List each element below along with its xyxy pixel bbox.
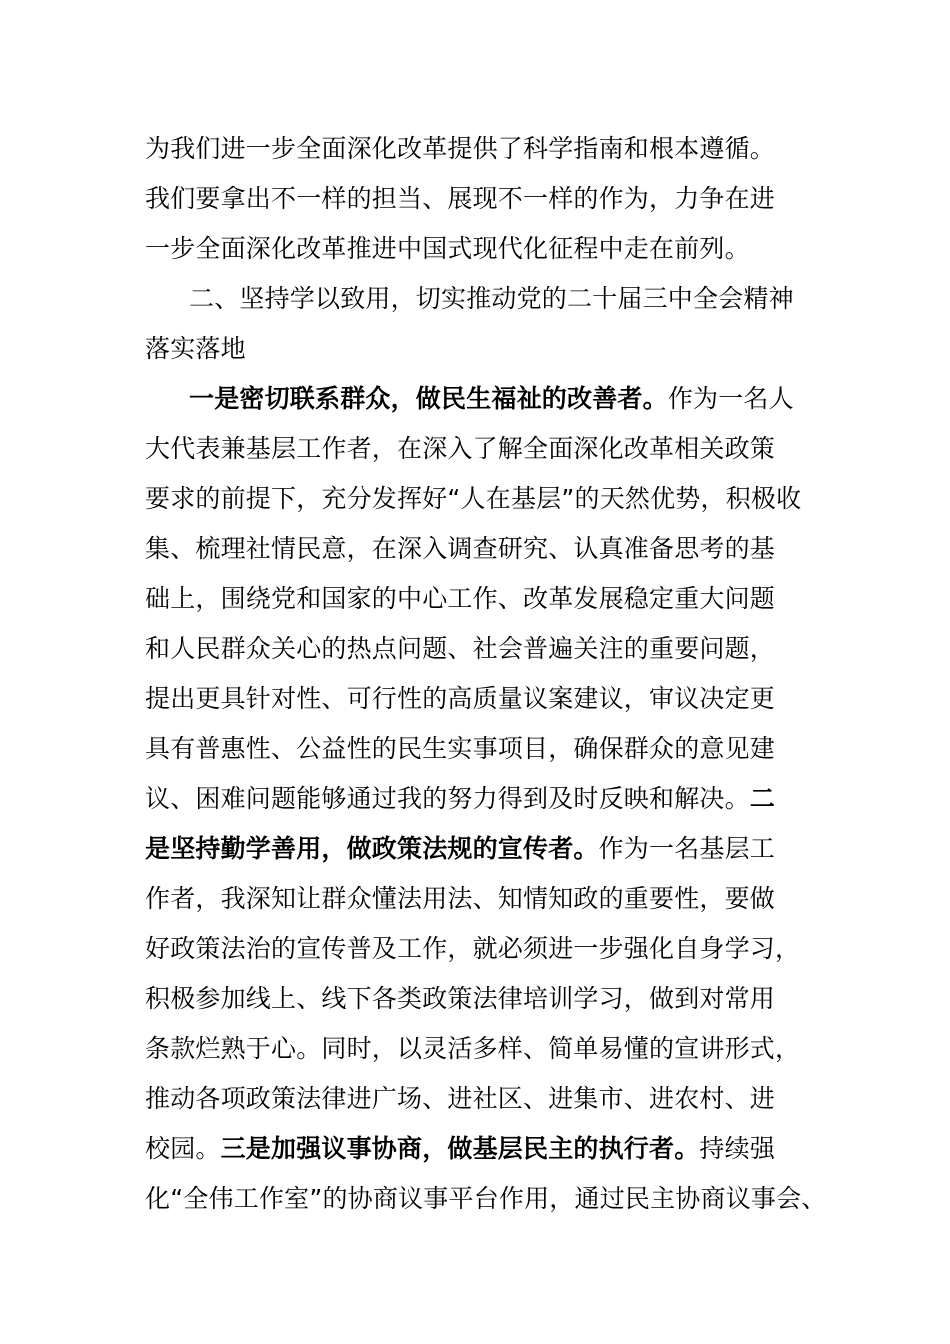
text-line xyxy=(145,524,815,574)
text-line xyxy=(145,774,815,824)
text-line xyxy=(145,624,815,674)
body-text: 落实落地 xyxy=(145,334,246,363)
body-text: 大代表兼基层工作者，在深入了解全面深化改革相关政策 xyxy=(145,434,776,463)
body-text: 积极参加线上、线下各类政策法律培训学习，做到对常用 xyxy=(145,984,776,1013)
body-text: 一步全面深化改革推进中国式现代化征程中走在前列。 xyxy=(145,234,750,263)
body-text: 和人民群众关心的热点问题、社会普遍关注的重要问题， xyxy=(145,634,776,663)
body-text: 集、梳理社情民意，在深入调查研究、认真准备思考的基 xyxy=(145,534,776,563)
bold-heading-text: 一是密切联系群众，做民生福祉的改善者。 xyxy=(189,384,668,413)
body-text: 础上，围绕党和国家的中心工作、改革发展稳定重大问题 xyxy=(145,584,776,613)
text-line xyxy=(145,824,815,874)
text-line xyxy=(145,174,815,224)
text-line xyxy=(145,324,815,374)
text-line xyxy=(145,924,815,974)
body-text: 为我们进一步全面深化改革提供了科学指南和根本遵循。 xyxy=(145,134,776,163)
body-text: 校园。 xyxy=(145,1134,221,1163)
text-line xyxy=(145,474,815,524)
body-text: 二、坚持学以致用，切实推动党的二十届三中全会精神 xyxy=(189,284,794,313)
body-text: 条款烂熟于心。同时，以灵活多样、简单易懂的宣讲形式， xyxy=(145,1034,801,1063)
text-line xyxy=(145,574,815,624)
document-body xyxy=(145,124,827,1224)
text-line xyxy=(145,224,815,274)
text-line xyxy=(145,674,815,724)
body-text: 推动各项政策法律进广场、进社区、进集市、进农村、进 xyxy=(145,1084,776,1113)
body-text: 议、困难问题能够通过我的努力得到及时反映和解决。 xyxy=(145,784,750,813)
text-line xyxy=(145,1124,815,1174)
body-text: 持续强 xyxy=(699,1134,776,1163)
bold-heading-text: 二 xyxy=(749,784,776,813)
body-text: 我们要拿出不一样的担当、展现不一样的作为，力争在进 xyxy=(145,184,776,213)
body-text: 具有普惠性、公益性的民生实事项目，确保群众的意见建 xyxy=(145,734,776,763)
text-line xyxy=(145,1074,815,1124)
body-text: 要求的前提下，充分发挥好“人在基层”的天然优势，积极收 xyxy=(145,484,802,513)
body-text: 作为一名基层工 xyxy=(598,834,776,863)
text-line xyxy=(145,974,815,1024)
text-line xyxy=(145,1024,815,1074)
text-line xyxy=(145,374,815,424)
body-text: 好政策法治的宣传普及工作，就必须进一步强化自身学习， xyxy=(145,934,801,963)
text-line xyxy=(145,274,815,324)
text-line xyxy=(145,724,815,774)
body-text: 化“全伟工作室”的协商议事平台作用，通过民主协商议事会、 xyxy=(145,1184,827,1213)
body-text: 提出更具针对性、可行性的高质量议案建议，审议决定更 xyxy=(145,684,776,713)
text-line xyxy=(145,874,815,924)
bold-heading-text: 三是加强议事协商，做基层民主的执行者。 xyxy=(220,1134,700,1163)
text-line xyxy=(145,424,815,474)
body-text: 作者，我深知让群众懂法用法、知情知政的重要性，要做 xyxy=(145,884,776,913)
text-line xyxy=(145,1174,827,1224)
text-line xyxy=(145,124,815,174)
bold-heading-text: 是坚持勤学善用，做政策法规的宣传者。 xyxy=(145,834,599,863)
body-text: 作为一名人 xyxy=(667,384,794,413)
